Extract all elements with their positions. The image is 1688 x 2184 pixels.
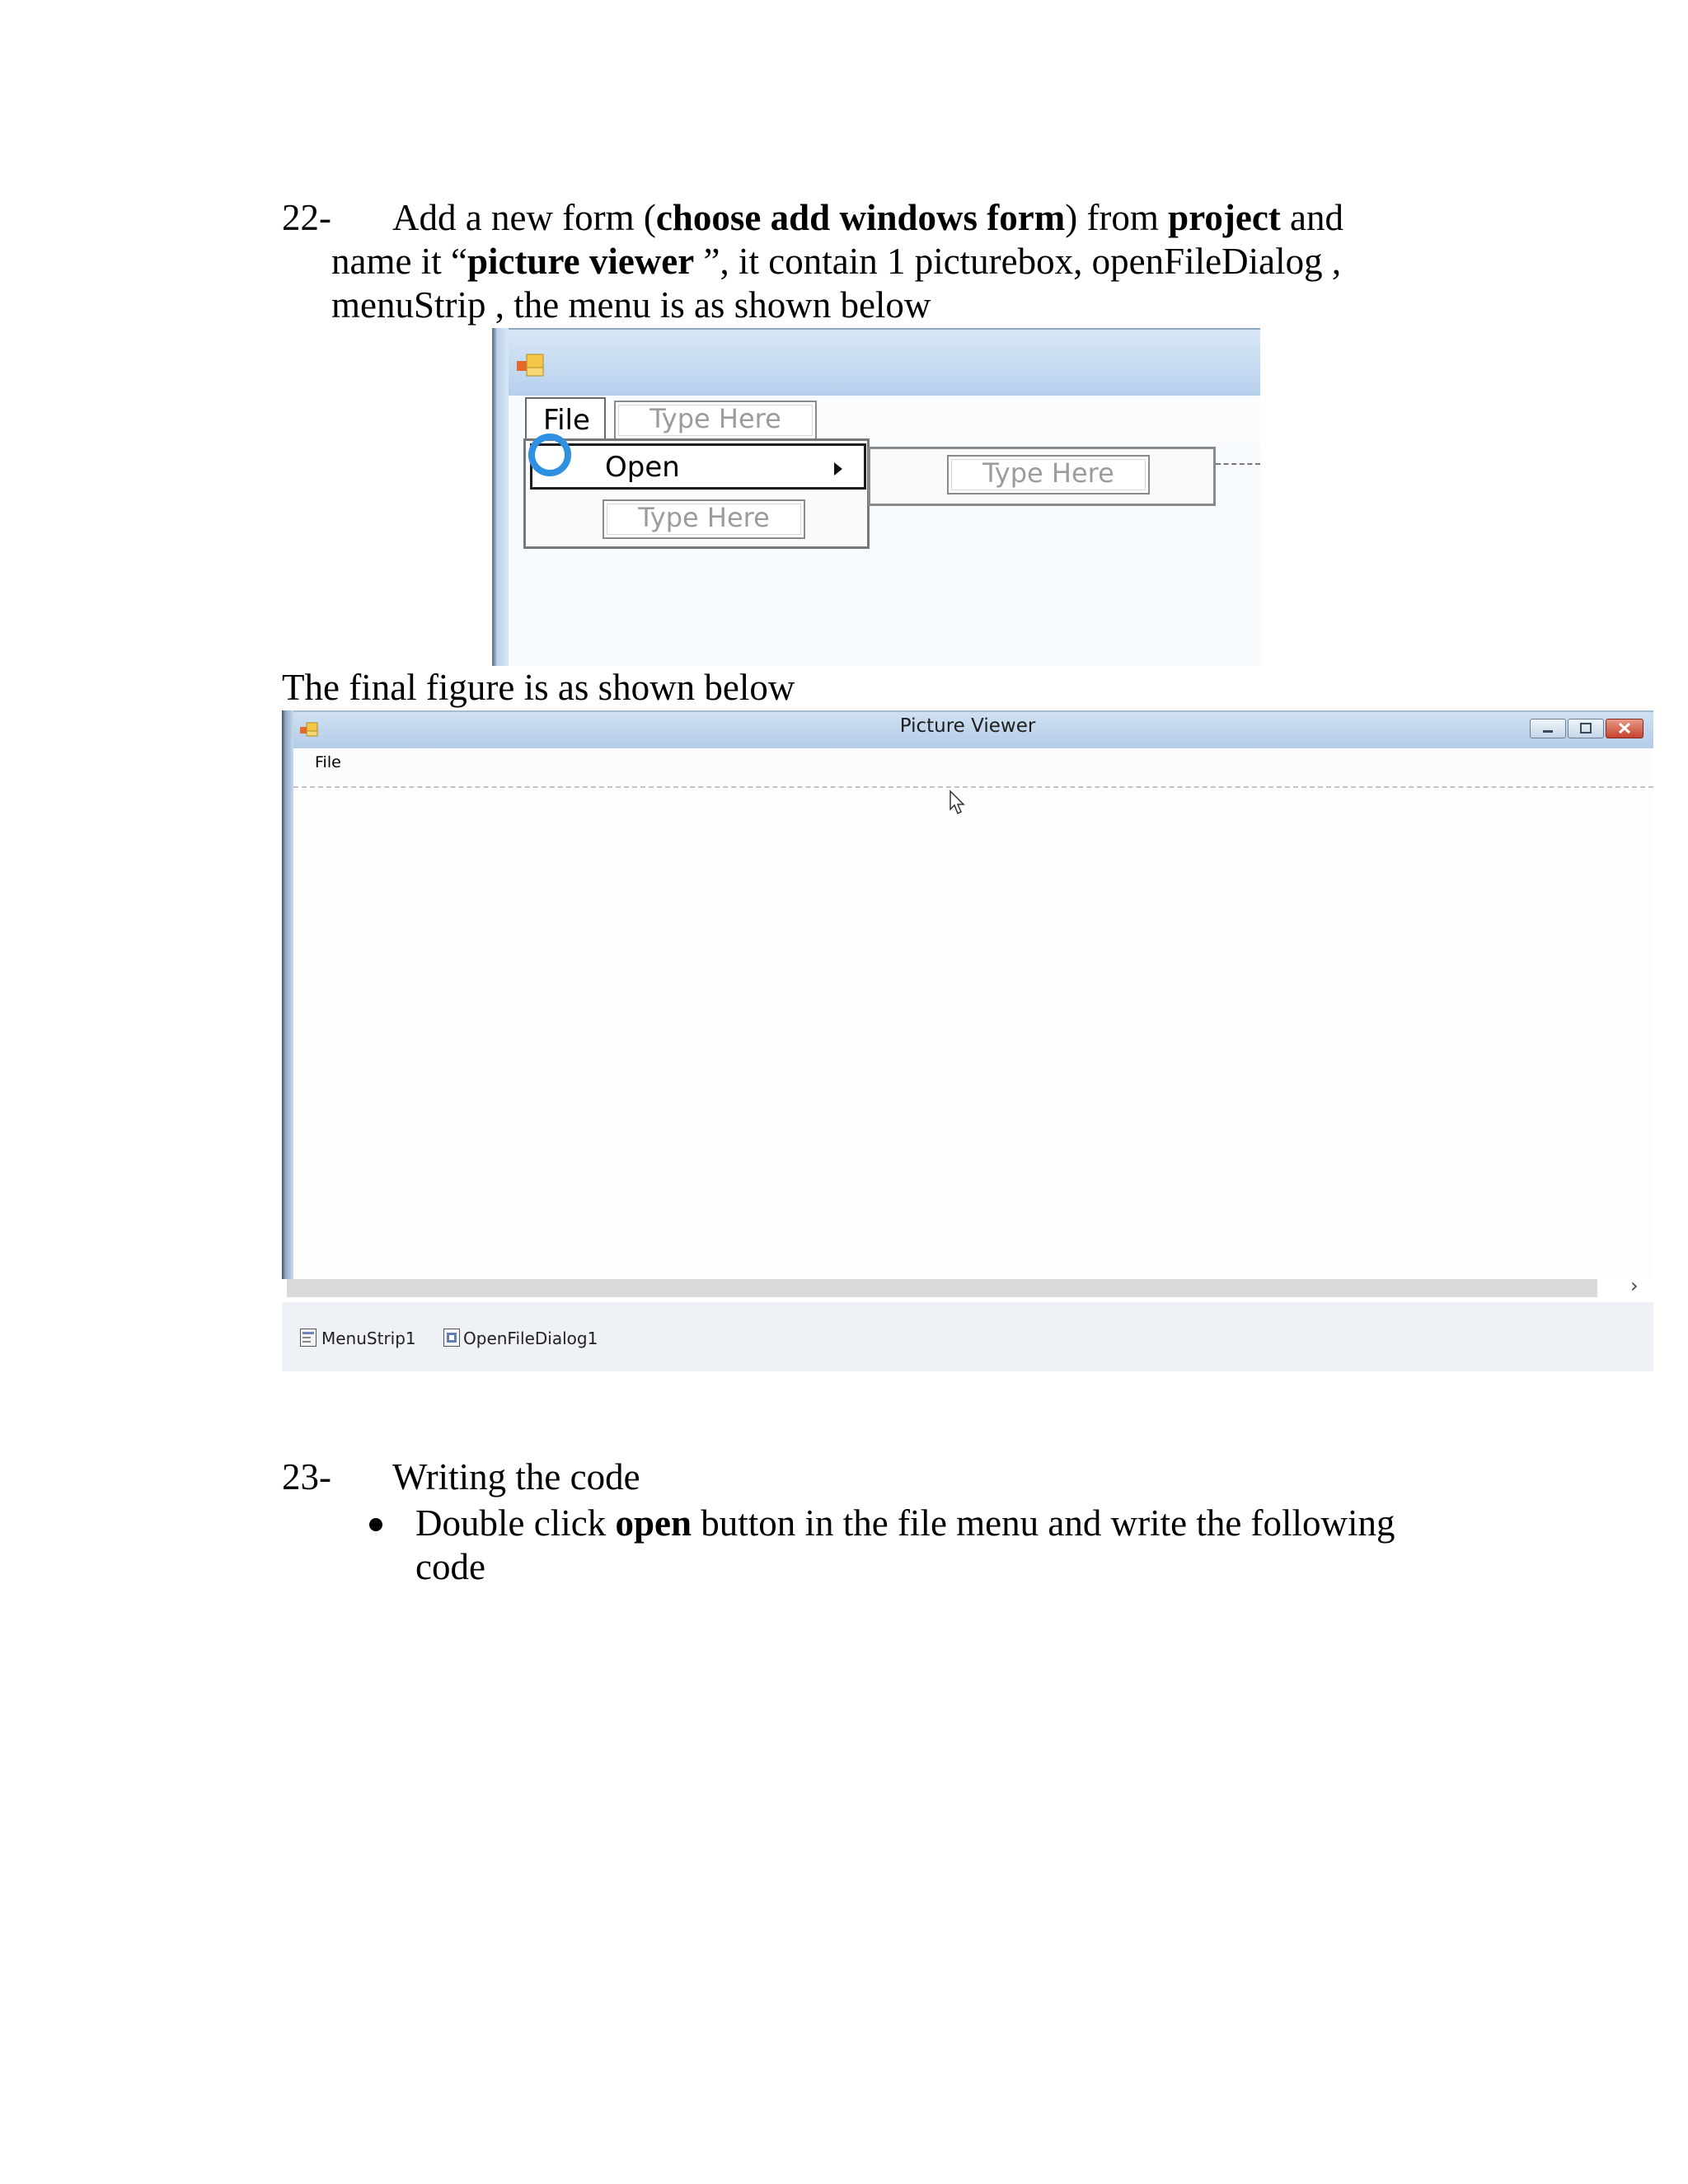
- step-23-bullet-line-1: Double click open button in the file menu and write the following: [415, 1502, 1395, 1544]
- click-highlight-ring: [528, 434, 571, 476]
- tray-openfiledialog1[interactable]: OpenFileDialog1: [463, 1329, 598, 1348]
- menustrip-icon: [300, 1329, 316, 1347]
- designer-title-bar: [492, 328, 1260, 396]
- minimize-icon: [1531, 719, 1565, 738]
- horizontal-scrollbar[interactable]: [287, 1279, 1597, 1297]
- mouse-cursor-icon: [948, 790, 969, 818]
- submenu-arrow-icon: [834, 462, 842, 476]
- menu-item-file-label: File: [543, 404, 590, 437]
- final-figure-caption: The final figure is as shown below: [282, 667, 795, 708]
- menu-designer-screenshot: [492, 328, 1260, 666]
- step-22-line-2: name it “picture viewer ”, it contain 1 picturebox, openFileDialog ,: [331, 241, 1342, 282]
- close-button[interactable]: [1606, 719, 1643, 738]
- menu-file[interactable]: File: [315, 753, 341, 771]
- step-22-line-1: Add a new form (choose add windows form) from project and: [392, 197, 1344, 238]
- picturebox-area: [293, 788, 1653, 1279]
- form-icon: [517, 353, 545, 377]
- type-here-top-box[interactable]: Type Here: [614, 401, 817, 440]
- type-here-submenu-box[interactable]: Type Here: [947, 455, 1150, 494]
- scroll-right-arrow[interactable]: ›: [1630, 1274, 1639, 1297]
- tray-menustrip1[interactable]: MenuStrip1: [321, 1329, 416, 1348]
- menu-item-open-label: Open: [605, 451, 680, 484]
- designer-window-border: [492, 328, 509, 666]
- menu-item-open[interactable]: [530, 443, 866, 490]
- menu-item-file[interactable]: [525, 397, 606, 442]
- form-window-border: [282, 710, 293, 1279]
- form-title: Picture Viewer: [899, 715, 1036, 737]
- minimize-button[interactable]: [1530, 719, 1566, 738]
- maximize-button[interactable]: [1568, 719, 1604, 738]
- step-23-bullet-line-2: code: [415, 1546, 485, 1587]
- step-23-number: 23-: [282, 1456, 331, 1497]
- close-icon: [1606, 719, 1643, 738]
- type-here-bottom-box[interactable]: Type Here: [603, 499, 805, 539]
- maximize-icon: [1568, 719, 1603, 738]
- step-23-title: Writing the code: [392, 1456, 640, 1497]
- step-22-line-3: menuStrip , the menu is as shown below: [331, 284, 931, 326]
- submenu-dashed-guide: [1216, 463, 1260, 465]
- bullet-point: [369, 1518, 382, 1531]
- picturebox-dashed-border: [293, 786, 1653, 788]
- form-menu-strip: [293, 748, 1653, 785]
- step-22-number: 22-: [282, 197, 331, 238]
- openfiledialog-icon: [443, 1329, 460, 1347]
- picture-viewer-form-screenshot: [282, 710, 1653, 1371]
